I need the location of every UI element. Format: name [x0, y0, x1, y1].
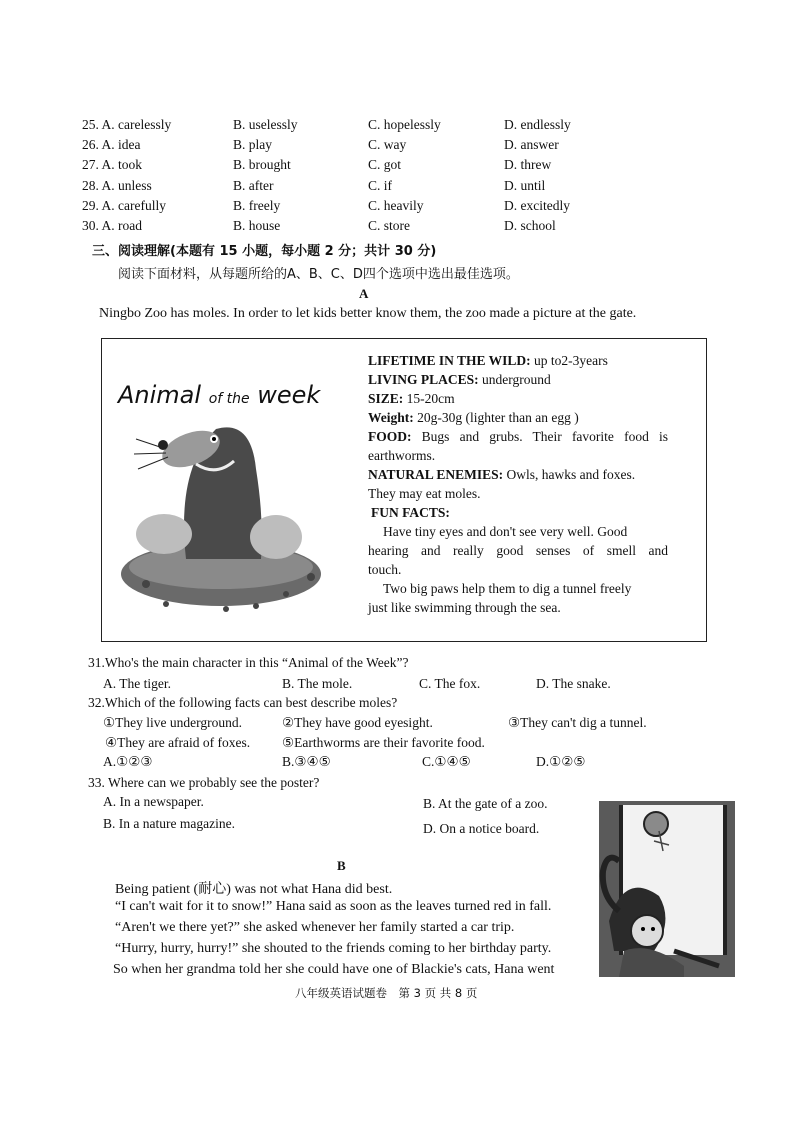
option-row-26: 26. A. idea B. play C. way D. answer: [82, 137, 559, 152]
q32-fact-3: ③They can't dig a tunnel.: [508, 715, 647, 730]
q32-option-c[interactable]: C.①④⑤: [422, 754, 471, 769]
fun-fact-1b: hearing and really good senses of smell and: [368, 543, 668, 558]
q31-option-a[interactable]: A. The tiger.: [103, 676, 171, 691]
passage-b-line-3: “Aren't we there yet?” she asked whenever her family started a car trip.: [115, 920, 515, 935]
q33-option-b[interactable]: B. At the gate of a zoo.: [423, 796, 548, 811]
mole-illustration: [106, 409, 336, 619]
q31-option-c[interactable]: C. The fox.: [419, 676, 481, 691]
q33-option-d[interactable]: D. On a notice board.: [423, 821, 540, 836]
fact-lifetime: LIFETIME IN THE WILD: up to2-3years: [368, 353, 608, 368]
q32-stem: 32.Which of the following facts can best describe moles?: [88, 695, 398, 710]
q31-stem: 31.Who's the main character in this “Animal of the Week”?: [88, 655, 409, 670]
passage-b-line-5: So when her grandma told her she could have one of Blackie's cats, Hana went: [113, 962, 555, 977]
section-heading: 三、阅读理解(本题有 15 小题，每小题 2 分；共计 30 分): [92, 244, 437, 259]
section-instruction: 阅读下面材料，从每题所给的A、B、C、D四个选项中选出最佳选项。: [118, 267, 519, 282]
q31-option-d[interactable]: D. The snake.: [536, 676, 611, 691]
option-row-30: 30. A. road B. house C. store D. school: [82, 218, 556, 233]
option-row-27: 27. A. took B. brought C. got D. threw: [82, 157, 552, 172]
left-paw: [136, 514, 192, 554]
passage-a-intro: Ningbo Zoo has moles. In order to let kids better know them, the zoo made a picture at the gate.: [99, 306, 637, 321]
q32-fact-2: ②They have good eyesight.: [282, 715, 433, 730]
passage-b-line-1: Being patient (耐心) was not what Hana did best.: [115, 882, 393, 897]
fun-fact-2a: Two big paws help them to dig a tunnel freely: [383, 581, 632, 596]
q32-fact-5: ⑤Earthworms are their favorite food.: [282, 735, 485, 750]
q33-option-a[interactable]: A. In a newspaper.: [103, 794, 204, 809]
fact-enemies-cont: They may eat moles.: [368, 486, 481, 501]
q32-option-b[interactable]: B.③④⑤: [282, 754, 331, 769]
option-row-28: 28. A. unless B. after C. if D. until: [82, 178, 546, 193]
passage-b-label: B: [337, 858, 346, 873]
fun-fact-1a: Have tiny eyes and don't see very well. Good: [383, 524, 628, 539]
fun-facts-label: FUN FACTS:: [371, 505, 450, 520]
option-row-29: 29. A. carefully B. freely C. heavily D. excitedly: [82, 198, 570, 213]
poster-box: [101, 338, 707, 642]
fun-fact-1c: touch.: [368, 562, 402, 577]
passage-a-label: A: [359, 286, 369, 301]
poster-title: Animal of the week: [118, 381, 321, 409]
q32-fact-4: ④They are afraid of foxes.: [105, 735, 251, 750]
q31-option-b[interactable]: B. The mole.: [282, 676, 353, 691]
passage-b-line-2: “I can't wait for it to snow!” Hana said as soon as the leaves turned red in fall.: [115, 899, 552, 914]
q32-option-d[interactable]: D.①②⑤: [536, 754, 586, 769]
fact-living: LIVING PLACES: underground: [368, 372, 551, 387]
passage-b-line-4: “Hurry, hurry, hurry!” she shouted to the friends coming to her birthday party.: [115, 941, 552, 956]
fact-size: SIZE: 15-20cm: [368, 391, 455, 406]
q33-stem: 33. Where can we probably see the poster?: [88, 775, 320, 790]
fun-fact-2b: just like swimming through the sea.: [368, 600, 561, 615]
q33-option-c[interactable]: B. In a nature magazine.: [103, 816, 235, 831]
fact-food: FOOD: Bugs and grubs. Their favorite food is: [368, 429, 668, 444]
q32-option-a[interactable]: A.①②③: [103, 754, 153, 769]
passage-b-illustration: [599, 801, 735, 977]
fact-weight: Weight: 20g-30g (lighter than an egg ): [368, 410, 579, 425]
right-paw: [250, 515, 302, 559]
fact-enemies: NATURAL ENEMIES: Owls, hawks and foxes.: [368, 467, 636, 482]
option-row-25: 25. A. carelessly B. uselessly C. hopelessly D. endlessly: [82, 117, 571, 132]
q32-fact-1: ①They live underground.: [103, 715, 242, 730]
fact-food-cont: earthworms.: [368, 448, 436, 463]
page-footer: 八年级英语试题卷 第 3 页 共 8 页: [295, 986, 478, 1000]
moon: [644, 812, 668, 836]
